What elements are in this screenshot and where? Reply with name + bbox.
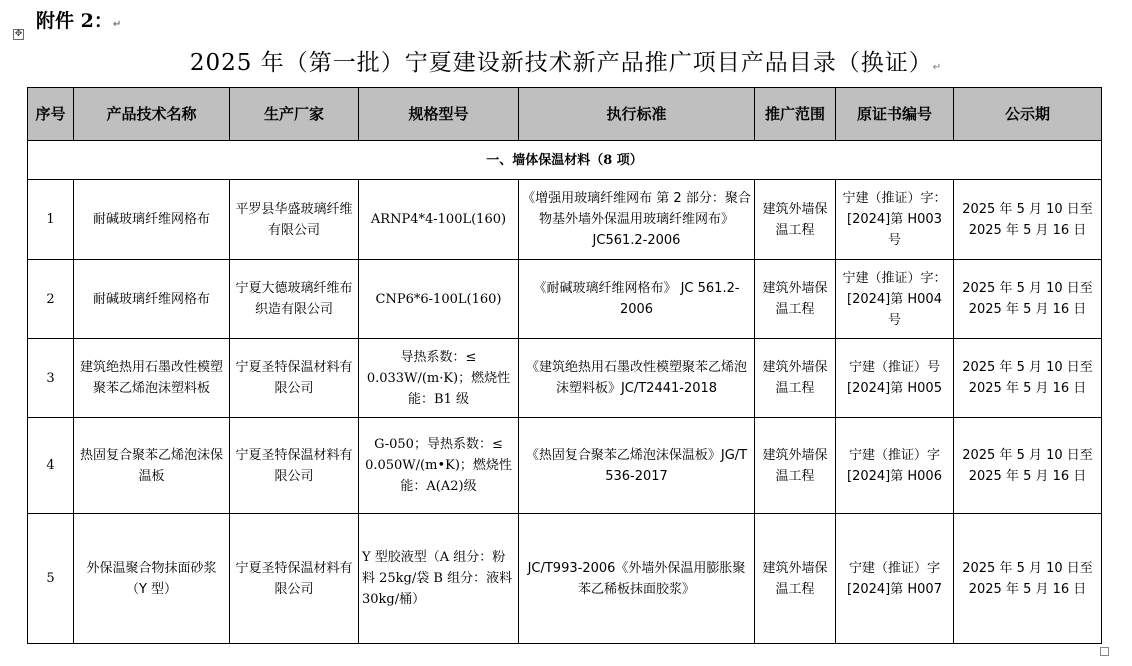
table-resize-handle-icon[interactable] — [1100, 647, 1109, 656]
cell-standard: 《增强用玻璃纤维网布 第 2 部分：聚合物基外墙外保温用玻璃纤维网布》 JC561.2-2006 — [519, 180, 755, 260]
cell-maker: 宁夏圣特保温材料有限公司 — [230, 514, 359, 644]
table-row — [28, 418, 1102, 514]
cell-period: 2025 年 5 月 10 日至 2025 年 5 月 16 日 — [954, 180, 1102, 260]
column-header-name: 产品技术名称 — [74, 88, 230, 141]
cell-standard: 《建筑绝热用石墨改性模塑聚苯乙烯泡沫塑料板》JC/T2441-2018 — [519, 339, 755, 418]
cell-spec: G-050；导热系数：≤ 0.050W/(m•K)；燃烧性能：A(A2)级 — [359, 418, 519, 514]
table-header-row — [28, 88, 1102, 141]
table-row — [28, 180, 1102, 260]
table-row — [28, 339, 1102, 418]
cell-scope: 建筑外墙保温工程 — [755, 260, 836, 339]
column-header-no: 序号 — [28, 88, 74, 141]
cell-no: 3 — [28, 339, 74, 418]
cell-cert: 宁建（推证）字：[2024]第 H003 号 — [836, 180, 954, 260]
cell-spec: Y 型胶液型（A 组分：粉料 25kg/袋 B 组分：液料 30kg/桶） — [359, 514, 519, 644]
cell-cert: 宁建（推证）字：[2024]第 H004 号 — [836, 260, 954, 339]
column-header-period: 公示期 — [954, 88, 1102, 141]
cell-maker: 平罗县华盛玻璃纤维有限公司 — [230, 180, 359, 260]
cell-product-name: 建筑绝热用石墨改性模塑聚苯乙烯泡沫塑料板 — [74, 339, 230, 418]
cell-period: 2025 年 5 月 10 日至 2025 年 5 月 16 日 — [954, 339, 1102, 418]
cell-spec: 导热系数：≤ 0.033W/(m·K)；燃烧性能：B1 级 — [359, 339, 519, 418]
cell-no: 4 — [28, 418, 74, 514]
column-header-spec: 规格型号 — [359, 88, 519, 141]
table-row — [28, 514, 1102, 644]
cell-standard: JC/T993-2006《外墙外保温用膨胀聚苯乙稀板抹面胶浆》 — [519, 514, 755, 644]
attachment-label: 附件 2：↵ — [36, 10, 122, 32]
document-title: 2025 年（第一批）宁夏建设新技术新产品推广项目产品目录（换证）↵ — [189, 50, 943, 76]
cell-maker: 宁夏圣特保温材料有限公司 — [230, 339, 359, 418]
cell-product-name: 耐碱玻璃纤维网格布 — [74, 180, 230, 260]
section-row — [28, 141, 1102, 180]
cell-cert: 宁建（推证）号[2024]第 H005 — [836, 339, 954, 418]
cell-scope: 建筑外墙保温工程 — [755, 514, 836, 644]
column-header-maker: 生产厂家 — [230, 88, 359, 141]
cell-no: 2 — [28, 260, 74, 339]
cell-maker: 宁夏大德玻璃纤维布织造有限公司 — [230, 260, 359, 339]
column-header-standard: 执行标准 — [519, 88, 755, 141]
cell-scope: 建筑外墙保温工程 — [755, 180, 836, 260]
table-move-handle-icon[interactable]: ✥ — [14, 29, 23, 39]
cell-product-name: 耐碱玻璃纤维网格布 — [74, 260, 230, 339]
cell-period: 2025 年 5 月 10 日至 2025 年 5 月 16 日 — [954, 514, 1102, 644]
cell-product-name: 热固复合聚苯乙烯泡沫保温板 — [74, 418, 230, 514]
cell-maker: 宁夏圣特保温材料有限公司 — [230, 418, 359, 514]
cell-spec: ARNP4*4-100L(160) — [359, 180, 519, 260]
cell-standard: 《耐碱玻璃纤维网格布》 JC 561.2-2006 — [519, 260, 755, 339]
product-catalog-table — [27, 87, 1102, 644]
cell-period: 2025 年 5 月 10 日至 2025 年 5 月 16 日 — [954, 418, 1102, 514]
section-title: 一、墙体保温材料（8 项） — [28, 141, 1102, 180]
cell-period: 2025 年 5 月 10 日至 2025 年 5 月 16 日 — [954, 260, 1102, 339]
cell-spec: CNP6*6-100L(160) — [359, 260, 519, 339]
cell-standard: 《热固复合聚苯乙烯泡沫保温板》JG/T 536-2017 — [519, 418, 755, 514]
cell-no: 1 — [28, 180, 74, 260]
cell-product-name: 外保温聚合物抹面砂浆（Y 型） — [74, 514, 230, 644]
cell-cert: 宁建（推证）字[2024]第 H007 — [836, 514, 954, 644]
column-header-cert: 原证书编号 — [836, 88, 954, 141]
table-row — [28, 260, 1102, 339]
column-header-scope: 推广范围 — [755, 88, 836, 141]
cell-cert: 宁建（推证）字[2024]第 H006 — [836, 418, 954, 514]
cell-no: 5 — [28, 514, 74, 644]
cell-scope: 建筑外墙保温工程 — [755, 418, 836, 514]
cell-scope: 建筑外墙保温工程 — [755, 339, 836, 418]
